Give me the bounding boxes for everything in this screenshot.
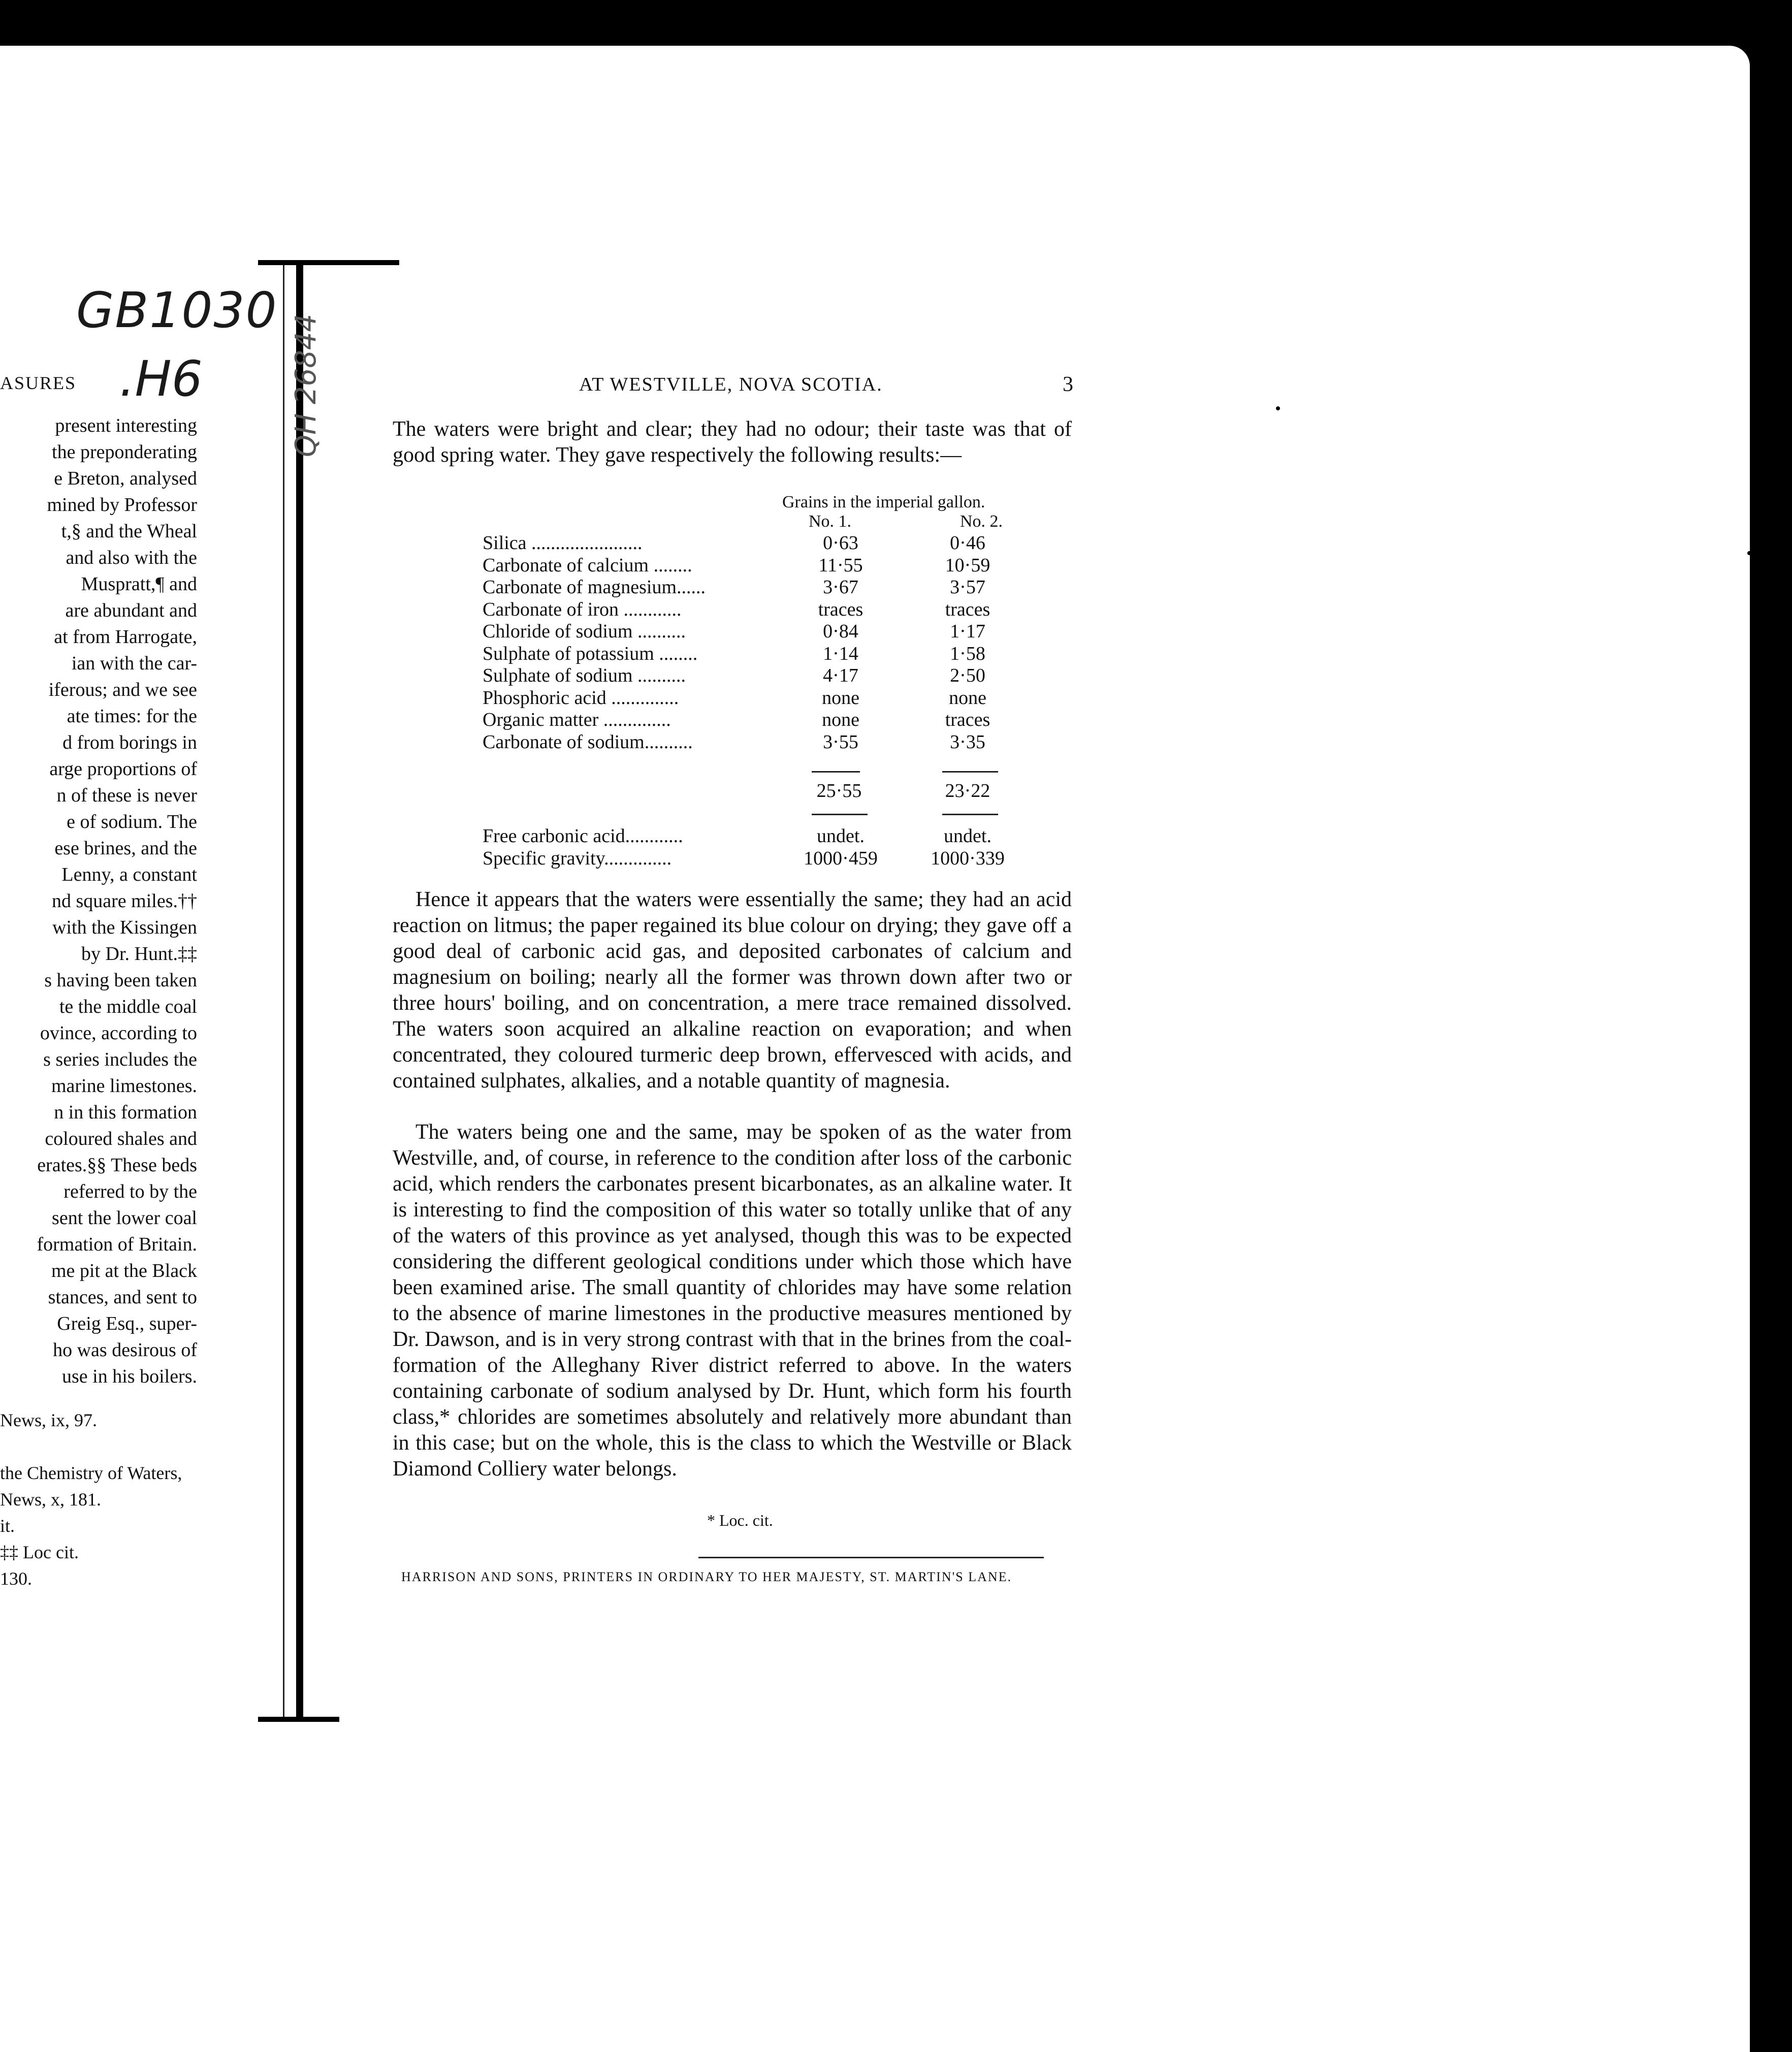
table-cell-no2: traces [945, 598, 990, 620]
table-cell-no1: 0·63 [823, 532, 858, 554]
table-cell-name: Carbonate of sodium.......... [483, 731, 693, 753]
left-page-line: s series includes the [43, 1049, 197, 1070]
left-page-line: coloured shales and [45, 1128, 197, 1149]
table-cell-name: Free carbonic acid............ [483, 825, 683, 847]
paragraph-results: Hence it appears that the waters were essentially the same; they had an acid reaction on litmus; the paper regained its blue colour on drying; they gave off a good deal of carbonic acid gas, and deposited carbonates of calcium and magnesium on boiling; nearly all the former was thrown down after two or three hours' boiling, and on concentration, a mere trace remained dissolved. The waters soon acquired an alkaline reaction on evaporation; and when concentrated, they coloured turmeric deep brown, effervesced with acids, and contained sulphates, alkalies, and a notable quantity of magnesia. [393, 888, 1072, 1093]
left-page-note: News, ix, 97. [0, 1410, 97, 1430]
left-page-line: present interesting [55, 415, 197, 436]
left-page-line: nd square miles.†† [51, 890, 197, 912]
table-cell-no2: traces [945, 709, 990, 730]
table-cell-no2: 2·50 [950, 665, 985, 686]
table-cell-no2: undet. [944, 825, 991, 847]
left-page-line: t,§ and the Wheal [61, 521, 197, 542]
table-cell-name: Carbonate of calcium ........ [483, 554, 692, 576]
table-cell-no2: 0·46 [950, 532, 985, 554]
left-page-line: the preponderating [52, 441, 197, 463]
scan-speck [1276, 406, 1280, 410]
table-cell-no1: 11·55 [818, 554, 863, 576]
left-page-line: ho was desirous of [53, 1339, 197, 1361]
paragraph-discussion: The waters being one and the same, may be spoken of as the water from Westville, and, of course, in reference to the condition after loss of the carbonic acid, which renders the carbonates present bicarbonates, as an alkaline water. It is interesting to find the composition of this water so totally unlike that of any of the waters of this province as yet analysed, though this was to be expected considering the different geological conditions under which those which have been examined arise. The small quantity of chlorides may have some relation to the absence of marine limestones in the productive measures mentioned by Dr. Dawson, and is in very strong contrast with that in the brines from the coal-formation of the Alleghany River district referred to above. In the waters containing carbonate of sodium analysed by Dr. Hunt, which form his fourth class,* chlorides are sometimes absolutely and relatively more abundant than in this case; but on the whole, this is the class to which the Westville or Black Diamond Colliery water belongs. [393, 1120, 1072, 1481]
left-page-line: and also with the [66, 547, 197, 568]
table-row [483, 687, 1016, 710]
handwritten-shelfmark-suffix: .H6 [119, 350, 203, 407]
left-page-line: d from borings in [62, 732, 197, 753]
table-cell-no2: 10·59 [945, 554, 990, 576]
table-row [483, 555, 1016, 577]
left-page-line: with the Kissingen [52, 917, 197, 938]
binding-bracket [296, 264, 303, 1722]
left-page-line: s having been taken [44, 970, 197, 991]
table-cell-name: Phosphoric acid .............. [483, 687, 679, 709]
footnote: * Loc. cit. [707, 1511, 773, 1529]
table-cell-no1: 0·84 [823, 621, 858, 642]
table-cell-no2: 1·17 [950, 621, 985, 642]
total-no2: 23·22 [945, 780, 990, 801]
imprint-rule [698, 1557, 1044, 1558]
left-page-line: iferous; and we see [48, 679, 197, 700]
left-page-line: n of these is never [56, 785, 197, 806]
left-page-line: referred to by the [63, 1181, 197, 1202]
table-cell-name: Sulphate of sodium .......... [483, 665, 686, 686]
running-head: AT WESTVILLE, NOVA SCOTIA. [579, 374, 883, 395]
left-page-note: ‡‡ Loc cit. [0, 1542, 79, 1562]
left-page-line: ovince, according to [40, 1022, 197, 1044]
total-no1: 25·55 [816, 780, 862, 801]
left-page-line: by Dr. Hunt.‡‡ [81, 943, 197, 965]
table-row [483, 731, 1016, 754]
left-page-line: formation of Britain. [37, 1234, 197, 1255]
table-cell-no1: none [822, 709, 859, 730]
left-page-line: stances, and sent to [48, 1287, 197, 1308]
table-cell-no1: 1·14 [823, 643, 858, 664]
table-cell-no1: undet. [817, 825, 865, 847]
printer-imprint: HARRISON AND SONS, PRINTERS IN ORDINARY TO HER MAJESTY, ST. MARTIN'S LANE. [401, 1569, 1012, 1584]
analysis-table-extra [483, 825, 1016, 870]
table-row [483, 709, 1016, 731]
sheet-edge [1781, 56, 1792, 2052]
table-row [483, 621, 1016, 643]
left-page-line: ian with the car- [71, 653, 197, 674]
table-cell-no2: 1000·339 [931, 847, 1005, 869]
left-page-fragment [0, 0, 203, 1676]
table-cell-name: Carbonate of magnesium...... [483, 576, 706, 598]
table-rule [812, 771, 860, 773]
left-page-line: use in his boilers. [62, 1366, 197, 1387]
table-row [483, 532, 1016, 555]
left-page-line: mined by Professor [47, 494, 197, 516]
left-page-line: te the middle coal [59, 996, 197, 1017]
handwritten-shelfmark: GB1030 [76, 282, 278, 339]
left-running-head: ASURES [0, 373, 77, 393]
left-page-line: ate times: for the [67, 706, 197, 727]
table-cell-name: Carbonate of iron ............ [483, 598, 682, 620]
scan-speck [1747, 551, 1751, 555]
paragraph-intro: The waters were bright and clear; they had no odour; their taste was that of good spring water. They gave respectively the following results:— [393, 418, 1072, 467]
left-page-line: marine limestones. [51, 1075, 197, 1097]
table-cell-name: Organic matter .............. [483, 709, 671, 730]
table-cell-name: Sulphate of potassium ........ [483, 643, 698, 664]
table-cell-no2: 1·58 [950, 643, 985, 664]
left-page-line: erates.§§ These beds [37, 1155, 197, 1176]
table-column-no2: No. 2. [960, 512, 1003, 531]
table-cell-no1: none [822, 687, 859, 709]
left-page-line: sent the lower coal [52, 1207, 197, 1229]
binding-line [283, 264, 284, 1722]
table-rule [942, 771, 998, 773]
table-row [483, 848, 1016, 870]
table-cell-name: Chloride of sodium .......... [483, 621, 686, 642]
table-row [483, 825, 1016, 848]
left-page-line: e of sodium. The [67, 811, 197, 832]
table-row [483, 643, 1016, 665]
left-page-note: 130. [0, 1568, 32, 1589]
table-row [483, 576, 1016, 599]
left-page-line: me pit at the Black [51, 1260, 197, 1281]
table-cell-name: Specific gravity.............. [483, 847, 672, 869]
table-rule [812, 814, 868, 815]
table-cell-no1: 4·17 [823, 665, 858, 686]
left-page-line: are abundant and [65, 600, 197, 621]
handwritten-accession-stamp: QH 26844 [290, 313, 323, 457]
table-cell-no1: 3·55 [823, 731, 858, 753]
left-page-line: arge proportions of [49, 758, 197, 780]
left-page-line: Muspratt,¶ and [81, 573, 197, 595]
left-page-text [37, 412, 197, 1390]
left-page-note: it. [0, 1516, 15, 1536]
left-page-footnotes [0, 1407, 182, 1592]
left-page-line: n in this formation [54, 1102, 197, 1123]
left-page-line: at from Harrogate, [54, 626, 197, 648]
left-page-line: e Breton, analysed [54, 468, 197, 489]
table-cell-no2: none [949, 687, 986, 709]
analysis-table [483, 532, 1016, 753]
left-page-line: ese brines, and the [54, 838, 197, 859]
table-row [483, 599, 1016, 621]
table-cell-name: Silica ....................... [483, 532, 643, 554]
binding-bracket-top [258, 260, 399, 265]
table-cell-no1: 3·67 [823, 576, 858, 598]
table-row [483, 665, 1016, 687]
left-page-line: Lenny, a constant [61, 864, 197, 885]
left-page-note [0, 1433, 182, 1460]
left-page-note: News, x, 181. [0, 1489, 101, 1510]
left-page-note: the Chemistry of Waters, [0, 1463, 182, 1483]
table-rule [942, 814, 998, 815]
table-cell-no1: traces [818, 598, 863, 620]
left-page-line: Greig Esq., super- [57, 1313, 197, 1334]
table-cell-no1: 1000·459 [804, 847, 878, 869]
binding-bracket-bottom [258, 1717, 339, 1722]
table-heading: Grains in the imperial gallon. [782, 493, 985, 511]
table-cell-no2: 3·57 [950, 576, 985, 598]
table-column-no1: No. 1. [809, 512, 852, 531]
page-number: 3 [1063, 373, 1073, 396]
table-cell-no2: 3·35 [950, 731, 985, 753]
